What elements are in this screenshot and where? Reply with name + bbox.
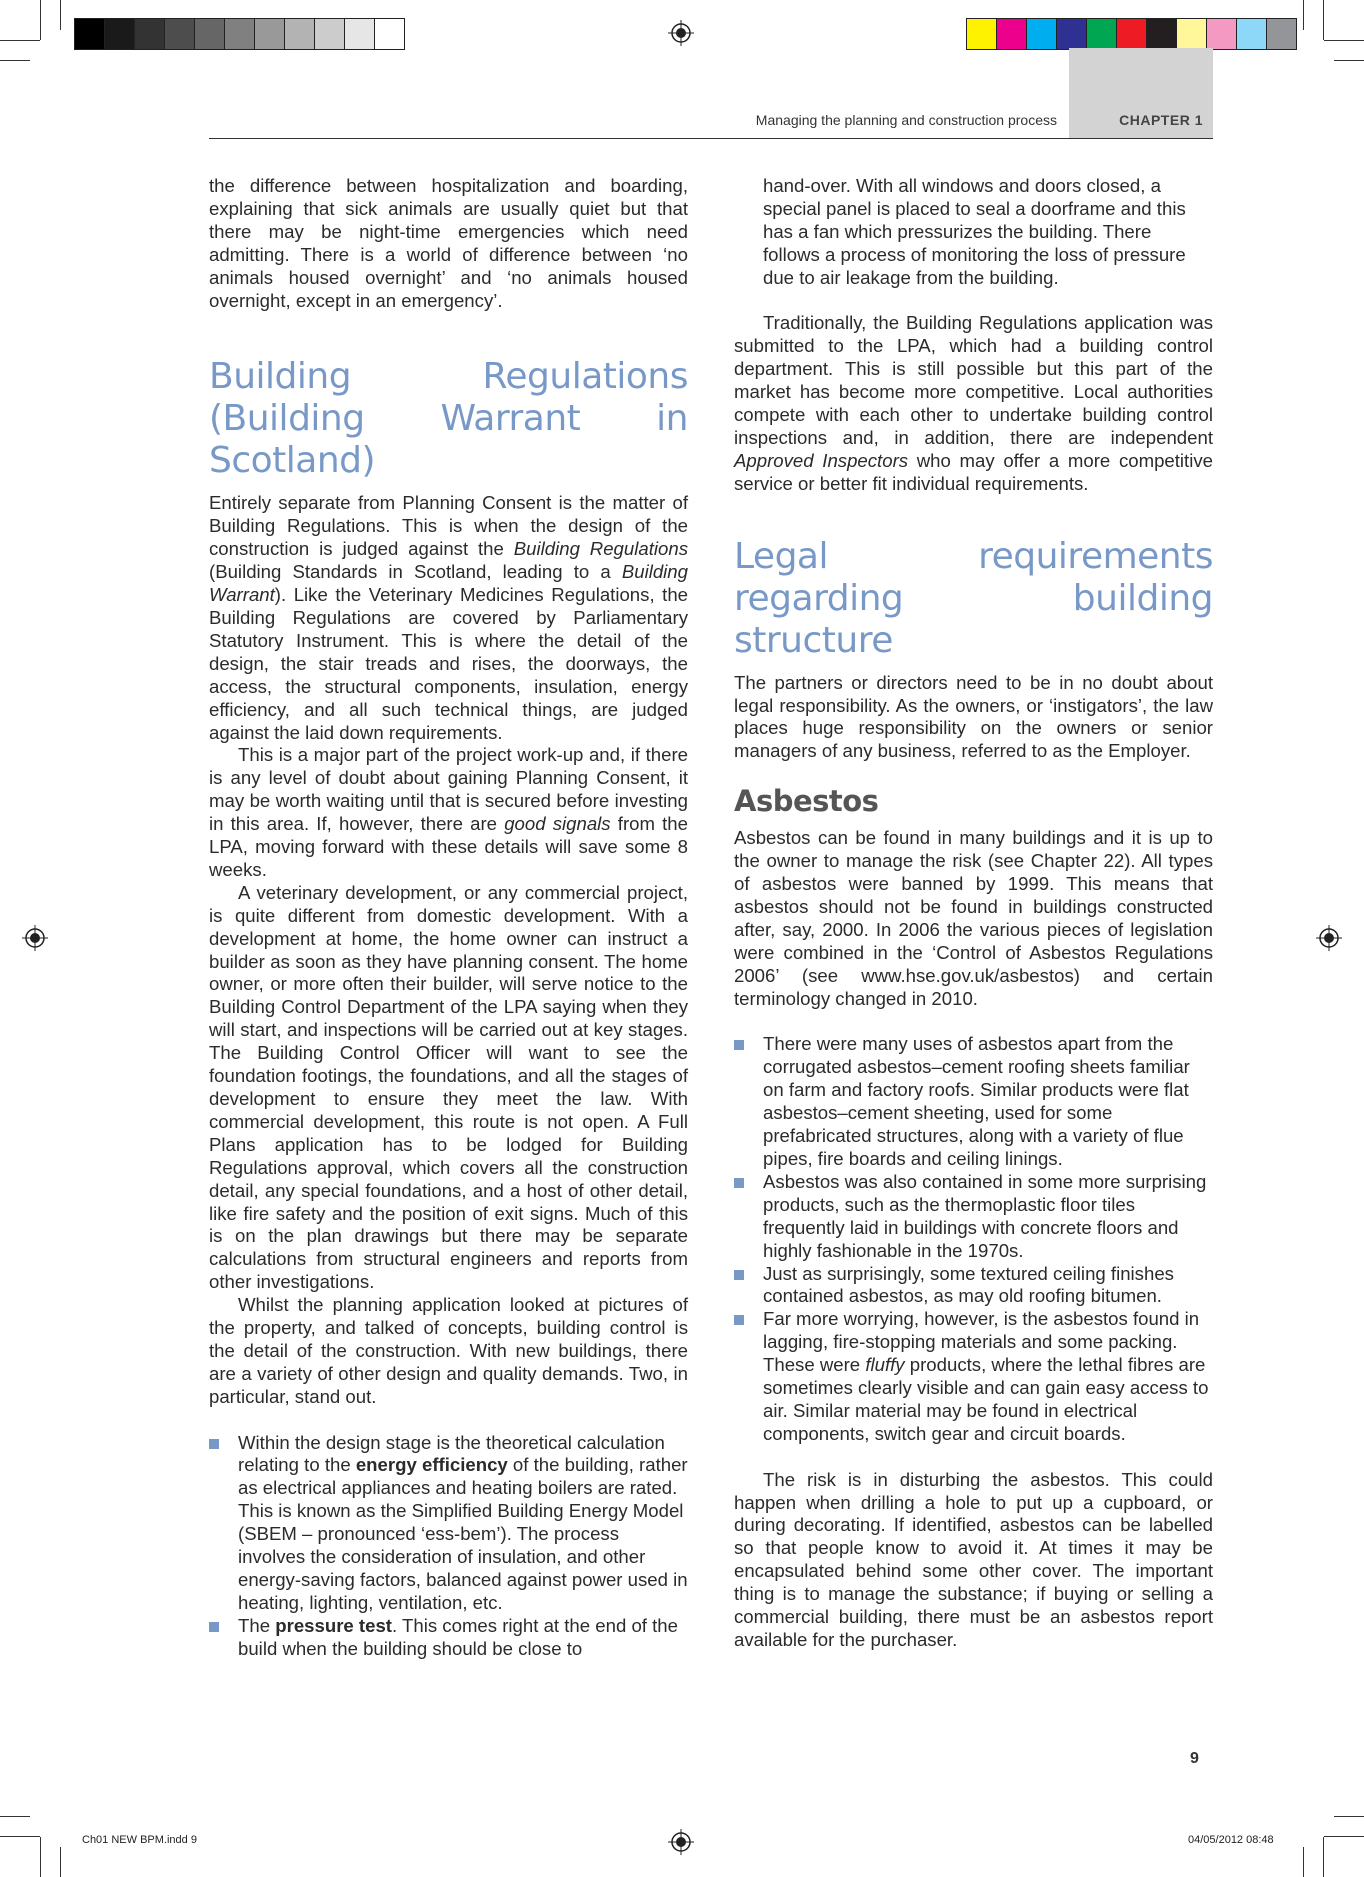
color-swatch	[75, 19, 105, 49]
text-run: products, where the lethal fibres are sometimes clearly visible and can gain easy access to air. Similar material may be found in electrical components, switch gear and circuit boards.	[763, 1354, 1209, 1444]
color-swatch	[1237, 19, 1267, 49]
paragraph: the difference between hospitalization and boarding, explaining that sick animals are usually quiet but that there may be night-time emergencies which need admitting. There is a world of difference between ‘no animals housed overnight’ and ‘no animals housed overnight, except in an emergency’.	[209, 175, 688, 311]
registration-mark-icon	[1316, 925, 1342, 951]
paragraph: Whilst the planning application looked at pictures of the property, and talked of concepts, building control is the detail of the construction. With new buildings, there are a variety of other design and quality demands. Two, in particular, stand out.	[209, 1294, 688, 1407]
color-swatch	[105, 19, 135, 49]
crop-mark	[1323, 1837, 1324, 1877]
color-swatch	[375, 19, 404, 49]
italic-run: Building Warrant	[209, 561, 688, 606]
crop-mark	[60, 1847, 61, 1877]
list-item	[209, 1432, 688, 1615]
text-run: The	[238, 1614, 276, 1636]
chapter-label: CHAPTER 1	[1119, 112, 1203, 128]
list-item: Just as surprisingly, some textured ceiling finishes contained asbestos, as may old roofing bitumen.	[734, 1263, 1213, 1309]
text-run: . This comes right at the end of the build when the building should be close to	[238, 1614, 678, 1659]
running-title: Managing the planning and construction process	[755, 112, 1057, 128]
crop-mark	[40, 0, 41, 40]
registration-mark-icon	[668, 1829, 694, 1855]
grayscale-color-bar	[74, 18, 405, 50]
italic-run: good signals	[504, 813, 611, 835]
page-number: 9	[1190, 1750, 1199, 1767]
color-swatch	[315, 19, 345, 49]
running-header	[209, 80, 1213, 139]
italic-run: fluffy	[865, 1354, 905, 1376]
italic-run: Building Regulations	[513, 538, 688, 560]
crop-mark	[1303, 0, 1304, 30]
text-run: Far more worrying, however, is the asbestos found in lagging, fire-stopping materials and some packing. These were	[763, 1308, 1200, 1376]
crop-mark	[0, 1836, 40, 1837]
crop-mark	[1323, 0, 1324, 40]
text-run: Entirely separate from Planning Consent is the matter of Building Regulations. This is when the design of the construction is judged against the	[209, 492, 688, 560]
list-item	[734, 1308, 1213, 1445]
text-run: of the building, rather as electrical appliances and heating boilers are rated. This is known as the Simplified Building Energy Model (SBEM – pronounced ‘ess-bem’). The process involves the consideration of insulation, and other energy-saving factors, balanced against power used in heating, lighting, ventilation, etc.	[238, 1454, 688, 1613]
color-swatch	[1177, 19, 1207, 49]
color-swatch	[345, 19, 375, 49]
registration-mark-icon	[668, 20, 694, 46]
color-swatch	[1117, 19, 1147, 49]
crop-mark	[1324, 40, 1364, 41]
color-swatch	[1027, 19, 1057, 49]
text-run: ). Like the Veterinary Medicines Regulations, the Building Regulations are covered by Parliamentary Statutory Instrument. This is where the detail of the design, the stair treads and rises, the doorways, the access, the structural components, insulation, energy efficiency, and all such technical things, are judged against the laid down requirements.	[209, 584, 688, 743]
text-run: Traditionally, the Building Regulations application was submitted to the LPA, which had a building control department. This is still possible but this part of the market has become more competitive. Local authorities compete with each other to undertake building control inspections and, in addition, there are independent	[734, 312, 1213, 448]
crop-mark	[1324, 1836, 1364, 1837]
crop-mark	[1303, 1847, 1304, 1877]
color-swatch	[165, 19, 195, 49]
color-swatch	[967, 19, 997, 49]
color-swatch	[195, 19, 225, 49]
bullet-list	[209, 1432, 688, 1661]
color-swatch	[1147, 19, 1177, 49]
list-item: Asbestos was also contained in some more surprising products, such as the thermoplastic floor tiles frequently laid in buildings with concrete floors and highly fashionable in the 1970s.	[734, 1171, 1213, 1263]
text-run: (Building Standards in Scotland, leading to a	[209, 561, 622, 583]
slug-filename: Ch01 NEW BPM.indd 9	[82, 1834, 197, 1846]
color-swatch	[1087, 19, 1117, 49]
color-swatch	[285, 19, 315, 49]
paragraph	[209, 492, 688, 744]
registration-mark-icon	[22, 925, 48, 951]
right-column	[734, 175, 1213, 1652]
left-column	[209, 175, 688, 1661]
bold-run: pressure test	[275, 1614, 393, 1636]
section-heading: Building Regulations (Building Warrant in Scotland)	[209, 356, 688, 482]
slug-datetime: 04/05/2012 08:48	[1188, 1834, 1274, 1846]
crop-mark	[0, 40, 40, 41]
crop-mark	[0, 1816, 30, 1817]
text-run: from the LPA, moving forward with these details will save some 8 weeks.	[209, 813, 688, 880]
text-run: This is a major part of the project work-up and, if there is any level of doubt about gaining Planning Consent, it may be worth waiting until that is secured before investing in this area. If, however, there are	[209, 744, 688, 835]
italic-run: Approved Inspectors	[734, 449, 909, 471]
color-swatch	[997, 19, 1027, 49]
subsection-heading: Asbestos	[734, 784, 879, 819]
color-swatch	[225, 19, 255, 49]
section-heading: Legal requirements regarding building structure	[734, 535, 1213, 661]
crop-mark	[0, 60, 30, 61]
color-swatch	[135, 19, 165, 49]
bold-run: energy efficiency	[355, 1454, 508, 1476]
list-item-continuation: hand-over. With all windows and doors closed, a special panel is placed to seal a doorframe and this has a fan which pressurizes the building. There follows a process of monitoring the loss of pressure due to air leakage from the building.	[763, 175, 1186, 288]
paragraph	[734, 312, 1213, 495]
text-run: Within the design stage is the theoretical calculation relating to the	[238, 1431, 665, 1476]
crop-mark	[1334, 60, 1364, 61]
paragraph	[209, 744, 688, 881]
bullet-list	[734, 1033, 1213, 1445]
crop-mark	[1334, 1816, 1364, 1817]
color-swatch	[255, 19, 285, 49]
color-swatch	[1267, 19, 1296, 49]
paragraph: A veterinary development, or any commercial project, is quite different from domestic development. With a development at home, the home owner can instruct a builder as soon as they have planning consent. The home owner, or more often their builder, will serve notice to the Building Control Department of the LPA saying when they will start, and inspections will be carried out at key stages. The Building Control Officer will want to see the foundation footings, the foundations, and all the stages of development to ensure they meet the law. With commercial development, this route is not open. A Full Plans application has to be lodged for Building Regulations approval, which covers all the construction detail, any special foundations, and a host of other detail, like fire safety and the position of exit signs. Much of this is on the plan drawings but there may be separate calculations from structural engineers and reports from other investigations.	[209, 881, 688, 1293]
paragraph: Asbestos can be found in many buildings and it is up to the owner to manage the risk (see Chapter 22). All types of asbestos were banned by 1999. This means that asbestos should not be found in buildings constructed after, say, 2000. In 2006 the various pieces of legislation were combined in the ‘Control of Asbestos Regulations 2006’ (see www.hse.gov.uk/asbestos) and certain terminology changed in 2010.	[734, 827, 1213, 1009]
color-swatch	[1057, 19, 1087, 49]
paragraph: The risk is in disturbing the asbestos. This could happen when drilling a hole to put up a cupboard, or during decorating. If identified, asbestos can be labelled so that people know to avoid it. At times it may be encapsulated behind some other cover. The important thing is to manage the substance; if buying or selling a commercial building, there must be an asbestos report available for the purchaser.	[734, 1468, 1213, 1650]
list-item: There were many uses of asbestos apart from the corrugated asbestos–cement roofing sheets familiar on farm and factory roofs. Similar products were flat asbestos–cement sheeting, used for some prefabricated structures, along with a variety of flue pipes, fire boards and ceiling linings.	[734, 1033, 1213, 1170]
color-swatch	[1207, 19, 1237, 49]
text-run: who may offer a more competitive service or better fit individual requirements.	[734, 449, 1213, 494]
list-item	[209, 1615, 688, 1661]
crop-mark	[40, 1837, 41, 1877]
paragraph: The partners or directors need to be in no doubt about legal responsibility. As the owners, or ‘instigators’, the law places huge responsibility on the owners or senior managers of any business, referred to as the Employer.	[734, 671, 1213, 762]
crop-mark	[60, 0, 61, 30]
process-color-bar	[966, 18, 1297, 50]
